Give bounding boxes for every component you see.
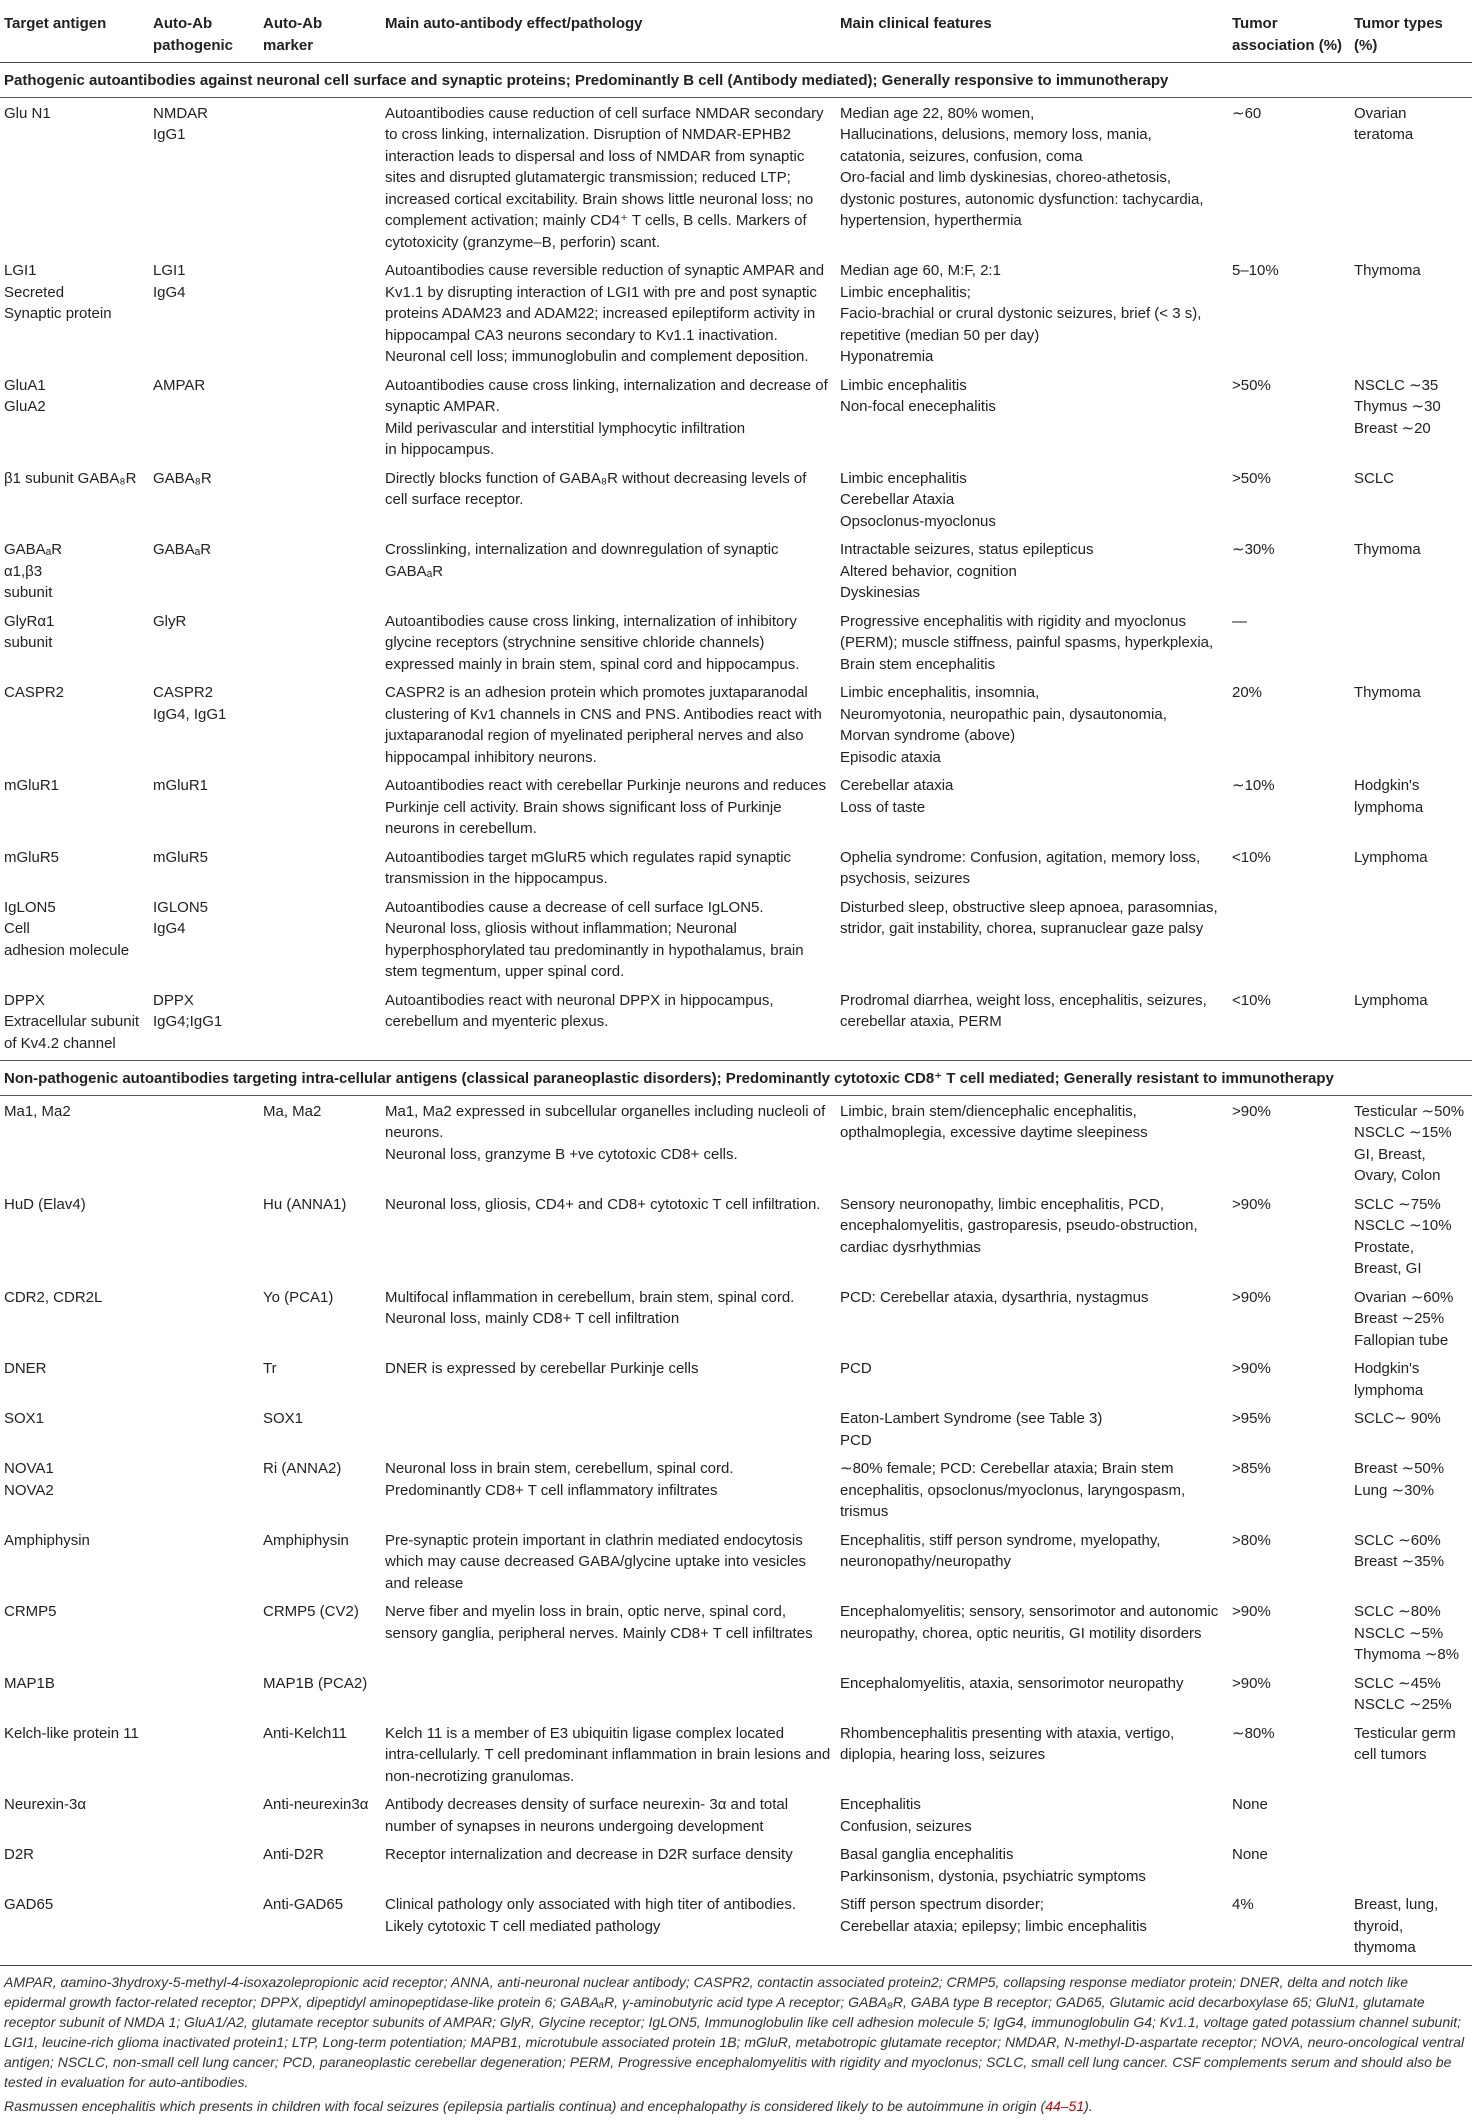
cell-clinical-features: Encephalitis Confusion, seizures — [840, 1796, 972, 1835]
cell-tumor-types — [1350, 606, 1472, 678]
cell-auto-ab-pathogenic: IGLON5 IgG4 — [153, 898, 209, 937]
cell-tumor-types — [1350, 1839, 1472, 1889]
cell-clinical-features: Eaton-Lambert Syndrome (see Table 3) PCD — [840, 1410, 1103, 1449]
cell-tumor-types: Breast, lung, thyroid, thymoma — [1354, 1896, 1439, 1956]
cell-target-antigen: β1 subunit GABA₈R — [4, 469, 137, 487]
cell-auto-ab-marker — [259, 892, 381, 985]
cell-target-antigen: LGI1 Secreted Synaptic protein — [4, 262, 112, 322]
cell-clinical-features: Prodromal diarrhea, weight loss, encephalitis, seizures, cerebellar ataxia, PERM — [840, 991, 1207, 1030]
cell-effect-pathology: Antibody decreases density of surface neurexin- 3α and total number of synapses in neurons undergoing development — [385, 1796, 789, 1835]
cell-tumor-association — [1228, 892, 1350, 985]
cell-tumor-association: >90% — [1232, 1674, 1271, 1692]
cell-tumor-association: ∼30% — [1232, 541, 1275, 558]
cell-auto-ab-pathogenic: DPPX IgG4;IgG1 — [153, 991, 223, 1030]
cell-target-antigen: GluA1 GluA2 — [4, 376, 46, 415]
cell-auto-ab-pathogenic: mGluR5 — [153, 848, 209, 866]
cell-auto-ab-marker — [259, 255, 381, 370]
col-header-tumor-association: Tumor association (%) — [1228, 8, 1350, 63]
footnote-rasmussen-text: Rasmussen encephalitis which presents in children with focal seizures (epilepsia partialis continua) and encephalopathy is considered likely to be autoimmune in origin ( — [4, 2097, 1046, 2114]
cell-tumor-association: <10% — [1232, 848, 1271, 866]
table-row — [0, 1839, 1472, 1889]
cell-auto-ab-marker — [259, 770, 381, 842]
table-row — [0, 1189, 1472, 1282]
cell-auto-ab-pathogenic — [149, 1839, 259, 1889]
cell-tumor-association: >90% — [1232, 1288, 1271, 1306]
cell-auto-ab-marker — [259, 677, 381, 770]
cell-clinical-features: Basal ganglia encephalitis Parkinsonism, dystonia, psychiatric symptoms — [840, 1846, 1146, 1885]
footnote-rasmussen — [4, 2096, 1468, 2116]
cell-tumor-association: ∼80% — [1232, 1724, 1275, 1742]
document-page — [0, 8, 1472, 2120]
cell-effect-pathology: Neuronal loss in brain stem, cerebellum, spinal cord. Predominantly CD8+ T cell inflammatory infiltrates — [385, 1460, 734, 1499]
table-row — [0, 1525, 1472, 1597]
table-row — [0, 97, 1472, 255]
col-header-effect-pathology: Main auto-antibody effect/pathology — [381, 8, 836, 63]
cell-tumor-types: Lymphoma — [1354, 848, 1428, 866]
section-title: Non-pathogenic autoantibodies targeting intra-cellular antigens (classical paraneoplastic disorders); Predominantly cytotoxic CD8⁺ T cell mediated; Generally resistant to immunotherapy — [0, 1061, 1472, 1096]
cell-auto-ab-marker — [259, 534, 381, 606]
cell-target-antigen: Amphiphysin — [4, 1531, 90, 1549]
table-row — [0, 1718, 1472, 1790]
table-row — [0, 1353, 1472, 1403]
cell-effect-pathology: Neuronal loss, gliosis, CD4+ and CD8+ cytotoxic T cell infiltration. — [385, 1195, 821, 1213]
cell-auto-ab-pathogenic — [149, 1453, 259, 1525]
cell-target-antigen: DNER — [4, 1360, 47, 1377]
cell-clinical-features: Stiff person spectrum disorder; Cerebellar ataxia; epilepsy; limbic encephalitis — [840, 1896, 1147, 1935]
cell-tumor-association: ∼60 — [1232, 104, 1262, 122]
cell-tumor-association: >85% — [1232, 1460, 1271, 1477]
cell-target-antigen: GAD65 — [4, 1896, 54, 1913]
cell-effect-pathology — [381, 1668, 836, 1718]
cell-auto-ab-pathogenic: CASPR2 IgG4, IgG1 — [153, 684, 227, 723]
cell-tumor-types: Breast ∼50% Lung ∼30% — [1354, 1460, 1445, 1499]
cell-auto-ab-marker: SOX1 — [263, 1410, 304, 1427]
cell-effect-pathology: CASPR2 is an adhesion protein which promotes juxtaparanodal clustering of Kv1 channels in CNS and PNS. Antibodies react with juxtaparanodal region of myelinated peripheral nerves and also hippocampal inhibitory neurons. — [385, 684, 822, 766]
section-header-row — [0, 63, 1472, 98]
cell-target-antigen: mGluR5 — [4, 848, 60, 866]
table-row — [0, 463, 1472, 535]
cell-tumor-association: >95% — [1232, 1410, 1271, 1427]
cell-auto-ab-marker — [259, 97, 381, 255]
cell-target-antigen: NOVA1 NOVA2 — [4, 1460, 54, 1499]
table-footnote — [0, 1965, 1472, 2116]
cell-clinical-features: Disturbed sleep, obstructive sleep apnoea, parasomnias, stridor, gait instability, chorea, supranuclear gaze palsy — [840, 898, 1218, 937]
cell-tumor-association: <10% — [1232, 991, 1271, 1009]
cell-clinical-features: Limbic encephalitis, insomnia, Neuromyotonia, neuropathic pain, dysautonomia, Morvan syndrome (above) Episodic ataxia — [840, 684, 1167, 766]
cell-clinical-features: PCD: Cerebellar ataxia, dysarthria, nystagmus — [840, 1288, 1149, 1306]
cell-clinical-features: Sensory neuronopathy, limbic encephalitis, PCD, encephalomyelitis, gastroparesis, pseudo-obstruction, cardiac dysrhythmias — [840, 1195, 1198, 1256]
cell-tumor-types: SCLC — [1354, 469, 1395, 487]
cell-clinical-features: Limbic encephalitis Cerebellar Ataxia Opsoclonus-myoclonus — [840, 469, 996, 530]
cell-tumor-types: Ovarian teratoma — [1354, 104, 1414, 143]
cell-tumor-types: Hodgkin's lymphoma — [1354, 777, 1424, 816]
cell-tumor-association: — — [1232, 612, 1247, 630]
cell-tumor-types — [1350, 1789, 1472, 1839]
cell-effect-pathology: Autoantibodies cause reduction of cell surface NMDAR secondary to cross linking, internalization. Disruption of NMDAR-EPHB2 interaction leads to dispersal and loss of NMDAR from synaptic sites and disrupted glutamatergic transmission; reduced LTP; increased cortical excitability. Brain shows little neuronal loss; no complement activation; mainly CD4⁺ T cells, B cells. Markers of cytotoxicity (granzyme–B, perforin) scant. — [385, 104, 824, 251]
cell-effect-pathology: Autoantibodies target mGluR5 which regulates rapid synaptic transmission in the hippocampus. — [385, 848, 792, 887]
cell-target-antigen: CASPR2 — [4, 684, 65, 701]
cell-effect-pathology: Autoantibodies cause cross linking, internalization and decrease of synaptic AMPAR. Mild perivascular and interstitial lymphocytic infiltration in hippocampus. — [385, 376, 828, 458]
cell-effect-pathology: DNER is expressed by cerebellar Purkinje cells — [385, 1360, 699, 1377]
table-row — [0, 255, 1472, 370]
cell-tumor-types: Hodgkin's lymphoma — [1354, 1360, 1424, 1399]
cell-effect-pathology: Kelch 11 is a member of E3 ubiquitin ligase complex located intra-cellularly. T cell predominant inflammation in brain lesions and non-necrotizing granulomas. — [385, 1724, 831, 1785]
cell-target-antigen: Kelch-like protein 11 — [4, 1724, 139, 1742]
cell-clinical-features: Encephalomyelitis, ataxia, sensorimotor neuropathy — [840, 1674, 1184, 1692]
cell-effect-pathology: Crosslinking, internalization and downregulation of synaptic GABAₐR — [385, 541, 779, 580]
cell-auto-ab-marker: Hu (ANNA1) — [263, 1195, 347, 1213]
cell-auto-ab-pathogenic: NMDAR IgG1 — [153, 104, 208, 143]
cell-tumor-types: Thymoma — [1354, 541, 1421, 558]
cell-tumor-types: Ovarian ∼60% Breast ∼25% Fallopian tube — [1354, 1288, 1454, 1349]
table-row — [0, 892, 1472, 985]
cell-effect-pathology: Multifocal inflammation in cerebellum, brain stem, spinal cord. Neuronal loss, mainly CD8+ T cell infiltration — [385, 1288, 795, 1327]
cell-target-antigen: Ma1, Ma2 — [4, 1102, 71, 1120]
cell-effect-pathology: Directly blocks function of GABA₈R without decreasing levels of cell surface receptor. — [385, 469, 807, 508]
cell-auto-ab-pathogenic: GABA₈R — [153, 469, 212, 487]
cell-effect-pathology: Autoantibodies cause reversible reduction of synaptic AMPAR and Kv1.1 by disrupting interaction of LGI1 with pre and post synaptic proteins ADAM23 and ADAM22; increased epileptiform activity in hippocampal CA3 neurons secondary to Kv1.1 inactivation. Neuronal cell loss; immunoglobulin and complement deposition. — [385, 262, 825, 365]
table-row — [0, 677, 1472, 770]
cell-tumor-types: SCLC∼ 90% — [1354, 1410, 1441, 1427]
cell-effect-pathology: Clinical pathology only associated with high titer of antibodies. Likely cytotoxic T cell mediated pathology — [385, 1896, 797, 1935]
cell-tumor-types: SCLC ∼80% NSCLC ∼5% Thymoma ∼8% — [1354, 1603, 1460, 1663]
cell-tumor-association: >50% — [1232, 376, 1271, 394]
cell-tumor-association: >90% — [1232, 1195, 1271, 1213]
cell-auto-ab-marker: MAP1B (PCA2) — [263, 1674, 368, 1692]
cell-tumor-association: 20% — [1232, 684, 1263, 701]
cell-clinical-features: Encephalitis, stiff person syndrome, myelopathy, neuronopathy/neuropathy — [840, 1531, 1161, 1570]
cell-clinical-features: Ophelia syndrome: Confusion, agitation, memory loss, psychosis, seizures — [840, 848, 1201, 887]
table-row — [0, 1668, 1472, 1718]
cell-target-antigen: MAP1B — [4, 1674, 55, 1692]
section-header-row — [0, 1061, 1472, 1096]
cell-tumor-types: Lymphoma — [1354, 991, 1428, 1009]
cell-tumor-types: SCLC ∼45% NSCLC ∼25% — [1354, 1674, 1452, 1713]
table-row — [0, 1282, 1472, 1354]
cell-effect-pathology: Autoantibodies react with cerebellar Purkinje neurons and reduces Purkinje cell activity. Brain shows significant loss of Purkinje neurons in cerebellum. — [385, 777, 827, 837]
cell-tumor-association: >90% — [1232, 1603, 1271, 1620]
cell-tumor-types: Thymoma — [1354, 684, 1421, 701]
antigen-table — [0, 8, 1472, 1965]
cell-auto-ab-marker: Tr — [263, 1360, 277, 1377]
cell-tumor-types: SCLC ∼75% NSCLC ∼10% Prostate, Breast, GI — [1354, 1195, 1452, 1277]
cell-auto-ab-pathogenic — [149, 1525, 259, 1597]
table-row — [0, 534, 1472, 606]
cell-auto-ab-pathogenic — [149, 1282, 259, 1354]
cell-auto-ab-pathogenic — [149, 1353, 259, 1403]
cell-auto-ab-marker: Ma, Ma2 — [263, 1102, 322, 1120]
table-row — [0, 1889, 1472, 1965]
cell-target-antigen: D2R — [4, 1846, 35, 1863]
cell-auto-ab-marker — [259, 606, 381, 678]
cell-tumor-types: Testicular germ cell tumors — [1354, 1724, 1456, 1763]
cell-tumor-association: >90% — [1232, 1102, 1271, 1120]
cell-clinical-features: Limbic, brain stem/diencephalic encephalitis, opthalmoplegia, excessive daytime sleepiness — [840, 1102, 1148, 1141]
cell-target-antigen: mGluR1 — [4, 777, 60, 794]
cell-auto-ab-pathogenic — [149, 1718, 259, 1790]
cell-target-antigen: GlyRα1 subunit — [4, 612, 55, 651]
footnote-rasmussen-end: ). — [1084, 2097, 1093, 2114]
cell-clinical-features: Median age 60, M:F, 2:1 Limbic encephalitis; Facio-brachial or crural dystonic seizures, brief (< 3 s), repetitive (median 50 per day) Hyponatremia — [840, 262, 1202, 365]
cell-tumor-association: None — [1232, 1846, 1268, 1863]
header-row — [0, 8, 1472, 63]
cell-effect-pathology: Autoantibodies cause cross linking, internalization of inhibitory glycine receptors (strychnine sensitive chloride channels) expressed mainly in brain stem, spinal cord and hippocampus. — [385, 612, 800, 673]
cell-auto-ab-pathogenic — [149, 1668, 259, 1718]
cell-effect-pathology: Ma1, Ma2 expressed in subcellular organelles including nucleoli of neurons. Neuronal loss, granzyme B +ve cytotoxic CD8+ cells. — [385, 1102, 826, 1163]
cell-tumor-association: >50% — [1232, 469, 1271, 487]
cell-auto-ab-pathogenic — [149, 1095, 259, 1189]
cell-target-antigen: SOX1 — [4, 1410, 45, 1427]
table-row — [0, 1789, 1472, 1839]
cell-auto-ab-marker: Yo (PCA1) — [263, 1288, 334, 1306]
cell-auto-ab-pathogenic — [149, 1596, 259, 1668]
cell-auto-ab-marker: CRMP5 (CV2) — [263, 1603, 359, 1620]
cell-auto-ab-marker — [259, 370, 381, 463]
cell-effect-pathology: Pre-synaptic protein important in clathrin mediated endocytosis which may cause decreased GABA/glycine uptake into vesicles and release — [385, 1531, 807, 1592]
cell-auto-ab-marker: Anti-D2R — [263, 1846, 324, 1863]
cell-target-antigen: Neurexin-3α — [4, 1796, 87, 1813]
table-row — [0, 1403, 1472, 1453]
cell-auto-ab-marker: Amphiphysin — [263, 1531, 349, 1549]
cell-effect-pathology: Receptor internalization and decrease in D2R surface density — [385, 1846, 793, 1863]
cell-tumor-association: >90% — [1232, 1360, 1271, 1377]
cell-clinical-features: Intractable seizures, status epilepticus Altered behavior, cognition Dyskinesias — [840, 541, 1094, 601]
cell-clinical-features: Cerebellar ataxia Loss of taste — [840, 777, 954, 816]
cell-auto-ab-marker: Anti-GAD65 — [263, 1896, 344, 1913]
cell-auto-ab-marker: Anti-Kelch11 — [263, 1724, 347, 1742]
col-header-auto-ab-marker: Auto-Ab marker — [259, 8, 381, 63]
cell-target-antigen: IgLON5 Cell adhesion molecule — [4, 898, 130, 959]
table-row — [0, 1453, 1472, 1525]
cell-clinical-features: Encephalomyelitis; sensory, sensorimotor and autonomic neuropathy, chorea, optic neuritis, GI motility disorders — [840, 1603, 1219, 1642]
cell-clinical-features: Progressive encephalitis with rigidity and myoclonus (PERM); muscle stiffness, painful spasms, hyperkplexia, Brain stem encephalitis — [840, 612, 1214, 673]
table-row — [0, 370, 1472, 463]
cell-auto-ab-marker: Ri (ANNA2) — [263, 1460, 342, 1477]
cell-target-antigen: CRMP5 — [4, 1603, 57, 1620]
cell-auto-ab-pathogenic — [149, 1889, 259, 1965]
cell-tumor-association: >80% — [1232, 1531, 1271, 1549]
cell-target-antigen: DPPX Extracellular subunit of Kv4.2 channel — [4, 991, 140, 1052]
cell-tumor-association: ∼10% — [1232, 777, 1275, 794]
cell-auto-ab-pathogenic: mGluR1 — [153, 777, 209, 794]
cell-tumor-types: Thymoma — [1354, 262, 1421, 279]
col-header-auto-ab-pathogenic: Auto-Ab pathogenic — [149, 8, 259, 63]
cell-auto-ab-pathogenic — [149, 1189, 259, 1282]
table-row — [0, 770, 1472, 842]
col-header-clinical-features: Main clinical features — [836, 8, 1228, 63]
footnote-reference-link[interactable]: 44–51 — [1045, 2097, 1085, 2114]
table-row — [0, 1095, 1472, 1189]
cell-auto-ab-marker — [259, 842, 381, 892]
cell-auto-ab-pathogenic — [149, 1789, 259, 1839]
cell-tumor-association: None — [1232, 1796, 1268, 1813]
cell-auto-ab-pathogenic: GABAₐR — [153, 541, 212, 558]
cell-clinical-features: Rhombencephalitis presenting with ataxia, vertigo, diplopia, hearing loss, seizures — [840, 1724, 1175, 1763]
col-header-tumor-types: Tumor types (%) — [1350, 8, 1472, 63]
table-header — [0, 8, 1472, 63]
cell-auto-ab-pathogenic: AMPAR — [153, 376, 206, 394]
cell-clinical-features: ∼80% female; PCD: Cerebellar ataxia; Brain stem encephalitis, opsoclonus/myoclonus, laryngospasm, trismus — [840, 1460, 1186, 1520]
cell-auto-ab-marker — [259, 463, 381, 535]
cell-target-antigen: CDR2, CDR2L — [4, 1288, 103, 1306]
cell-effect-pathology: Nerve fiber and myelin loss in brain, optic nerve, spinal cord, sensory ganglia, peripheral nerves. Mainly CD8+ T cell infiltrates — [385, 1603, 813, 1642]
cell-target-antigen: Glu N1 — [4, 104, 51, 122]
cell-tumor-types: NSCLC ∼35 Thymus ∼30 Breast ∼20 — [1354, 376, 1441, 437]
cell-tumor-association: 5–10% — [1232, 262, 1279, 279]
cell-effect-pathology: Autoantibodies react with neuronal DPPX in hippocampus, cerebellum and myenteric plexus. — [385, 991, 774, 1030]
cell-auto-ab-marker: Anti-neurexin3α — [263, 1796, 369, 1813]
cell-tumor-types — [1350, 892, 1472, 985]
cell-auto-ab-pathogenic: LGI1 IgG4 — [153, 262, 186, 301]
cell-clinical-features: Median age 22, 80% women, Hallucinations, delusions, memory loss, mania, catatonia, seizures, confusion, coma Oro-facial and limb dyskinesias, choreo-athetosis, dystonic postures, autonomic dysfunction: tachycardia, hypertension, hyperthermia — [840, 104, 1204, 229]
cell-target-antigen: GABAₐR α1,β3 subunit — [4, 541, 63, 601]
cell-target-antigen: HuD (Elav4) — [4, 1195, 86, 1213]
footnote-abbreviations: AMPAR, αamino-3hydroxy-5-methyl-4-isoxazolepropionic acid receptor; ANNA, anti-neuronal nuclear antibody; CASPR2, contactin associated protein2; CRMP5, collapsing response mediator protein; DNER, delta and notch like epidermal growth factor-related receptor; DPPX, dipeptidyl aminopeptidase-like protein 6; GABAₐR, γ-aminobutyric acid type A receptor; GABA₈R, GABA type B receptor; GAD65, Glutamic acid decarboxylase 65; GluN1, glutamate receptor subunit of NMDA 1; GluA1/A2, glutamate receptor subunits of AMPAR; GlyR, Glycine receptor; IgLON5, Immunoglobulin like cell adhesion molecule 5; IgG4, immunoglobulin G4; Kv1.1, voltage gated potassium channel subunit; LGI1, leucine-rich glioma inactivated protein1; LTP, Long-term potentiation; MAPB1, microtubule associated protein 1B; mGluR, metabotropic glutamate receptor; NMDAR, N-methyl-D-aspartate receptor; NOVA, neuro-oncological ventral antigen; NSCLC, non-small cell lung cancer; PCD, paraneoplastic cerebellar degeneration; PERM, Progressive encephalomyelitis with rigidity and myoclonus; SCLC, small cell lung cancer. CSF complements serum and should also be tested in evaluation for auto-antibodies. — [4, 1973, 1465, 2090]
cell-tumor-types: Testicular ∼50% NSCLC ∼15% GI, Breast, Ovary, Colon — [1354, 1102, 1465, 1184]
table-body — [0, 63, 1472, 1965]
table-row — [0, 606, 1472, 678]
section-title: Pathogenic autoantibodies against neuronal cell surface and synaptic proteins; Predominantly B cell (Antibody mediated); Generally responsive to immunotherapy — [0, 63, 1472, 98]
cell-clinical-features: PCD — [840, 1360, 872, 1377]
cell-tumor-types: SCLC ∼60% Breast ∼35% — [1354, 1531, 1445, 1570]
cell-auto-ab-marker — [259, 985, 381, 1061]
col-header-target-antigen: Target antigen — [0, 8, 149, 63]
cell-clinical-features: Limbic encephalitis Non-focal enecephalitis — [840, 376, 996, 415]
table-row — [0, 985, 1472, 1061]
cell-effect-pathology: Autoantibodies cause a decrease of cell surface IgLON5. Neuronal loss, gliosis without inflammation; Neuronal hyperphosphorylated tau predominantly in hypothalamus, brain stem tegmentum, upper spinal cord. — [385, 898, 804, 980]
table-row — [0, 1596, 1472, 1668]
cell-auto-ab-pathogenic — [149, 1403, 259, 1453]
cell-effect-pathology — [381, 1403, 836, 1453]
cell-tumor-association: 4% — [1232, 1896, 1254, 1913]
cell-auto-ab-pathogenic: GlyR — [153, 612, 187, 630]
table-row — [0, 842, 1472, 892]
